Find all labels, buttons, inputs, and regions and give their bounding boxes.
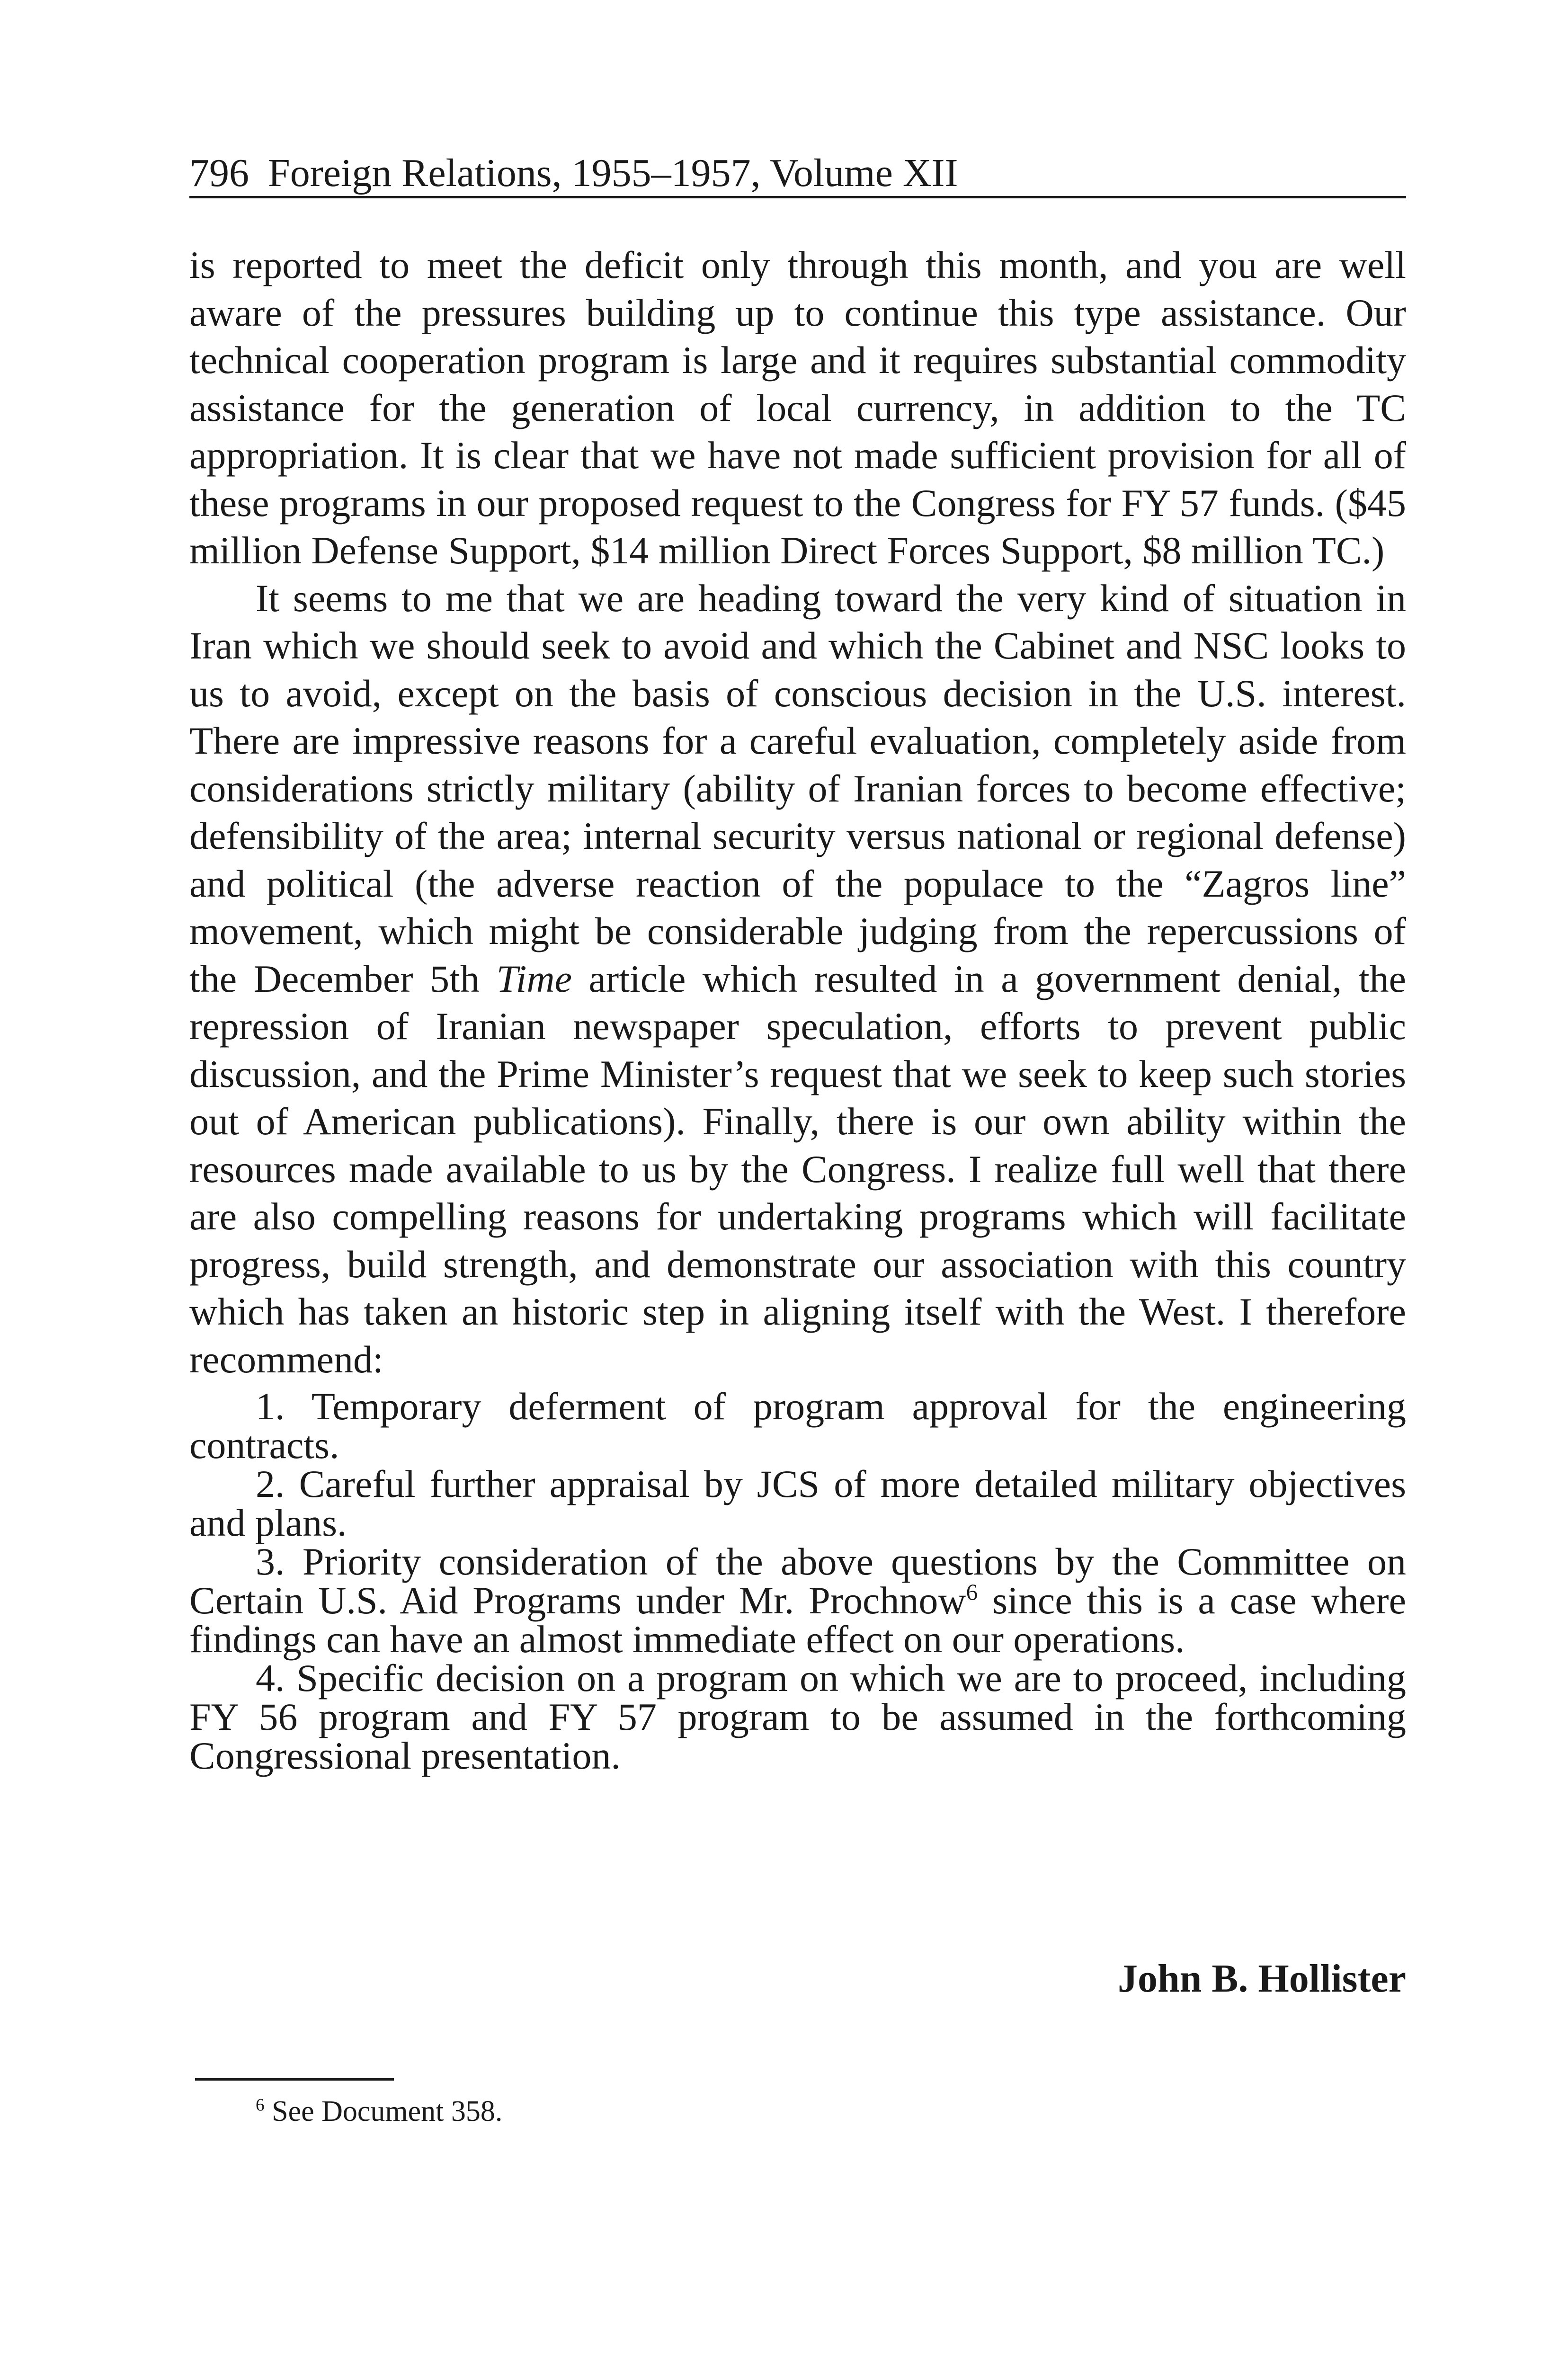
recommendation-item-3-part1: 3. Priority consideration of the above questions by the Committee on Certain U.S. Aid Programs under Mr. Prochnow — [189, 1540, 1406, 1622]
document-page — [189, 0, 1406, 2367]
recommendation-item-4: 4. Specific decision on a program on which we are to proceed, including FY 56 program and FY 57 program to be assumed in the forthcoming Congressional presentation. — [189, 1656, 1406, 1777]
recommendation-item-3 — [189, 1542, 1406, 1659]
body-text — [189, 241, 1406, 1775]
footnote-number: 6 — [256, 2095, 265, 2115]
footnote-text: See Document 358. — [264, 2095, 503, 2127]
recommendation-item-3-part2: since this is a case where findings can have an almost immediate effect on our operations. — [189, 1579, 1406, 1661]
signature: John B. Hollister — [1117, 1957, 1406, 2001]
paragraph-evaluation-part2: article which resulted in a government denial, the repression of Iranian newspaper speculation, efforts to prevent public discussion, and the Prime Minister’s request that we seek to keep such stories out of American publications). Finally, there is our own ability within the resources made available to us by the Congress. I realize full well that there are also compelling reasons for undertaking programs which will facilitate progress, build strength, and demonstrate our association with this country which has taken an historic step in aligning itself with the West. I therefore recommend: — [189, 957, 1406, 1381]
running-head — [189, 151, 1406, 198]
volume-title: Foreign Relations, 1955–1957, Volume XII — [268, 151, 958, 195]
footnote-divider — [195, 2078, 394, 2081]
page-number: 796 — [189, 151, 249, 195]
footnote-reference: 6 — [966, 1579, 978, 1605]
recommendation-list — [189, 1387, 1406, 1775]
footnote — [256, 2092, 502, 2130]
recommendation-item-1: 1. Temporary deferment of program approval for the engineering contracts. — [189, 1385, 1406, 1467]
recommendation-item-2: 2. Careful further appraisal by JCS of more detailed military objectives and plans. — [189, 1462, 1406, 1544]
paragraph-continued: is reported to meet the deficit only through this month, and you are well aware of the pressures building up to continue this type assistance. Our technical cooperation program is large and it requires substantial commodity assistance for the generation of local currency, in addition to the TC appropriation. It is clear that we have not made sufficient provision for all of these programs in our proposed request to the Congress for FY 57 funds. ($45 million Defense Support, $14 million Direct Forces Support, $8 million TC.) — [189, 243, 1406, 572]
paragraph-evaluation-part1: It seems to me that we are heading toward the very kind of situation in Iran which we should seek to avoid and which the Cabinet and NSC looks to us to avoid, except on the basis of conscious decision in the U.S. interest. There are impressive reasons for a careful evaluation, completely aside from considerations strictly military (ability of Iranian forces to become effective; defensibility of the area; internal security versus national or regional defense) and political (the adverse reaction of the populace to the “Zagros line” movement, which might be considerable judging from the repercussions of the December 5th — [189, 576, 1406, 1000]
time-magazine-title: Time — [496, 957, 572, 1000]
paragraph-evaluation — [189, 575, 1406, 1384]
